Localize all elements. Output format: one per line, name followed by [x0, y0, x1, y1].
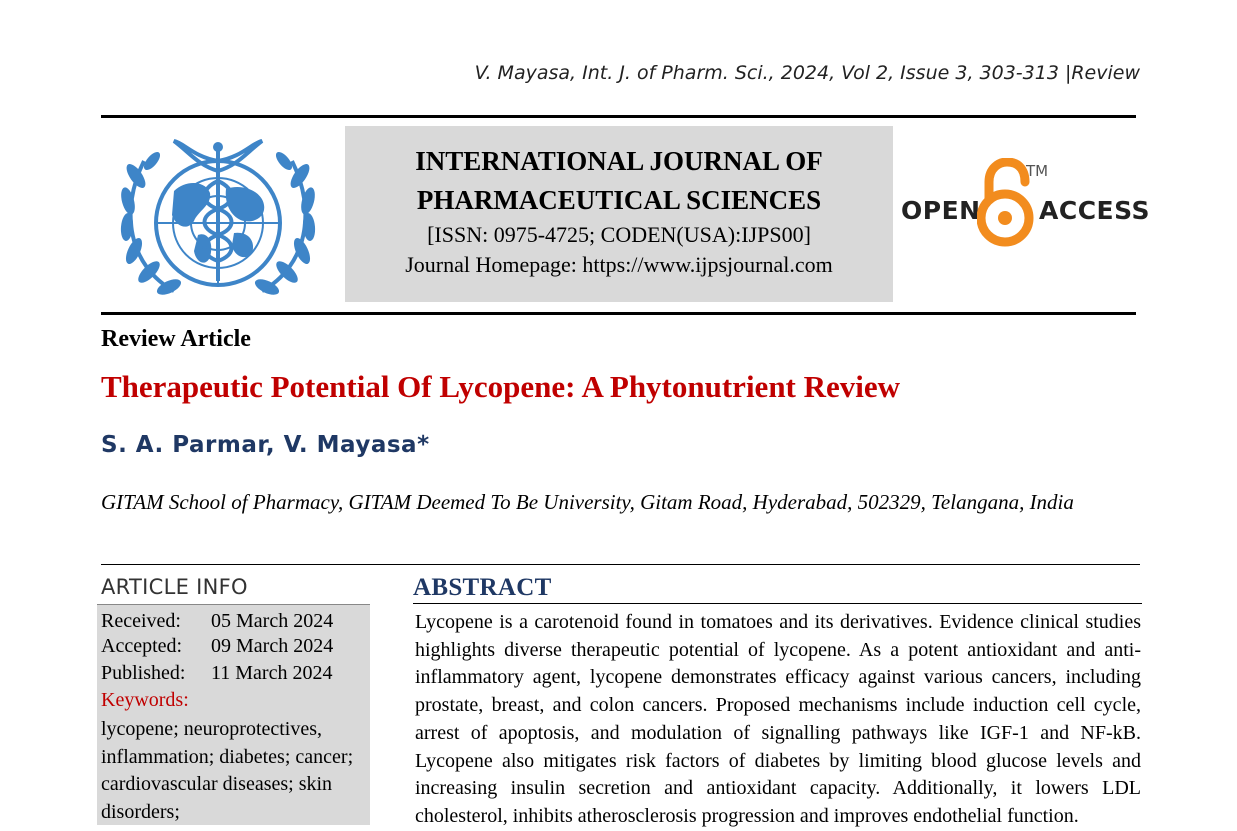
published-label: Published:: [101, 662, 186, 684]
un-emblem-logo: [114, 131, 322, 303]
accepted-label: Accepted:: [101, 635, 183, 657]
header-top-rule: [101, 115, 1136, 118]
published-row: [101, 662, 332, 685]
journal-title-block: [345, 126, 893, 302]
header-bottom-rule: [101, 312, 1136, 315]
abstract-rule: [413, 603, 1142, 604]
article-authors: S. A. Parmar, V. Mayasa*: [101, 432, 430, 458]
article-info-box: [97, 604, 370, 825]
article-type: Review Article: [101, 326, 251, 352]
journal-homepage: Journal Homepage: https://www.ijpsjournal.com: [405, 252, 833, 277]
article-title: Therapeutic Potential Of Lycopene: A Phytonutrient Review: [101, 369, 901, 404]
running-header: V. Mayasa, Int. J. of Pharm. Sci., 2024, Vol 2, Issue 3, 303-313 |Review: [474, 62, 1140, 84]
abstract-text: Lycopene is a carotenoid found in tomatoes and its derivatives. Evidence clinical studies highlights diverse therapeutic potential of lycopene. As a potent antioxidant and anti-inflammatory agent, lycopene demonstrates efficacy against various cancers, including prostate, breast, and colon cancers. Proposed mechanisms include induction cell cycle, arrest of apoptosis, and modulation of signalling pathways like IGF-1 and NF-kB. Lycopene also mitigates risk factors of diabetes by limiting blood glucose levels and increasing insulin secretion and antioxidant capacity. Additionally, it lowers LDL cholesterol, inhibits atherosclerosis progression and improves endothelial function.: [415, 611, 1141, 827]
abstract-heading: ABSTRACT: [413, 574, 552, 601]
published-date: 11 March 2024: [211, 662, 333, 684]
journal-issn: [ISSN: 0975-4725; CODEN(USA):IJPS00]: [427, 222, 811, 247]
author-affiliation: GITAM School of Pharmacy, GITAM Deemed To Be University, Gitam Road, Hyderabad, 502329, Telangana, India: [101, 490, 1074, 514]
accepted-row: [101, 635, 333, 658]
received-label: Received:: [101, 610, 181, 632]
keywords-label: Keywords:: [101, 689, 189, 711]
trademark-mark: TM: [1026, 162, 1049, 180]
section-divider: [101, 564, 1140, 565]
journal-name-line1: INTERNATIONAL JOURNAL OF: [415, 146, 823, 176]
open-access-right-word: ACCESS: [1039, 196, 1151, 225]
journal-name-line2: PHARMACEUTICAL SCIENCES: [416, 185, 822, 215]
received-date: 05 March 2024: [211, 610, 334, 632]
un-emblem-caduceus-icon: [114, 131, 322, 303]
keywords-text: lycopene; neuroprotectives, inflammation; diabetes; cancer; cardiovascular diseases; skin disorders;: [101, 718, 354, 823]
accepted-date: 09 March 2024: [211, 635, 334, 657]
article-info-heading: ARTICLE INFO: [101, 575, 248, 599]
received-row: [101, 610, 333, 633]
open-access-logo: [899, 158, 1151, 252]
open-access-left-word: OPEN: [901, 196, 981, 225]
